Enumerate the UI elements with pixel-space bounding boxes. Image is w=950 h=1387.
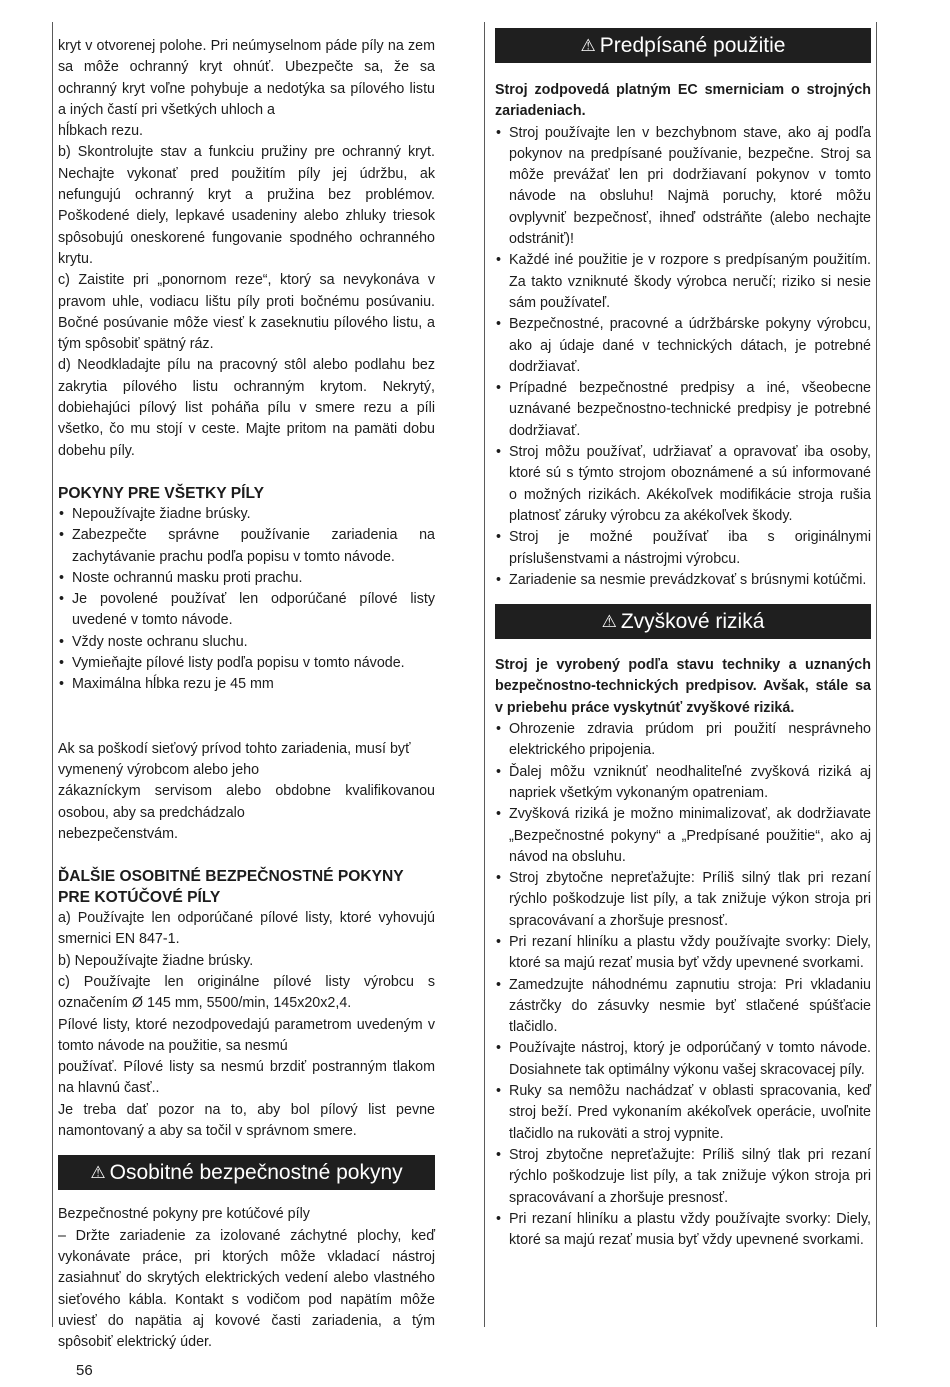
paragraph: – Držte zariadenie za izolované záchytné plochy, keď vykonávate práce, pri ktorých môže vkladací nástroj zasiahnuť do skrytých elektrických vedení alebo vlastného sieťového kábla. Kontakt s vodičom pod napätím môže uviesť do napätia aj kovové časti zariadenia, a tým spôsobiť elektrický úder.	[58, 1227, 435, 1351]
paragraph: c) Zaistite pri „ponornom reze“, ktorý sa nevykonáva v pravom uhle, vodiacu lištu píly proti bočnému posúvaniu. Bočné posúvanie môže viesť k zaseknutiu pílového listu, a tým spôsobiť spätný ráz.	[58, 272, 435, 353]
paragraph: b) Nepoužívajte žiadne brúsky.	[58, 952, 254, 969]
left-column	[58, 36, 435, 1353]
list-item: • Stroj môžu používať, udržiavať a opravovať iba osoby, ktoré sú s týmto strojom oboznámené a sú informované o možných rizikách. Akékoľvek modifikácie stroja rušia platnosť záruky výrobcu za akékoľvek škody.	[495, 442, 871, 527]
list-item: • Pri rezaní hliníku a plastu vždy používajte svorky: Diely, ktoré sa majú rezať musia byť vždy upevnené svorkami.	[495, 932, 871, 975]
paragraph: Pílové listy, ktoré nezodpovedajú parametrom uvedeným v tomto návode na použitie, sa nesmú	[58, 1016, 435, 1054]
lead-paragraph: Stroj je vyrobený podľa stavu techniky a uznaných bezpečnostno-technických predpisov. Avšak, stále sa v priebehu práce vyskytnúť zvyškové riziká.	[495, 657, 871, 716]
list-item: • Nepoužívajte žiadne brúsky.	[58, 504, 435, 525]
section-banner	[495, 604, 871, 639]
list-item: • Stroj zbytočne nepreťažujte: Príliš silný tlak pri rezaní rýchlo poškodzuje list píly, a tak znižuje výkon stroja pri spracovávaní a zhoršuje presnosť.	[495, 1145, 871, 1209]
list-item: • Vymieňajte pílové listy podľa popisu v tomto návode.	[58, 653, 435, 674]
paragraph: Bezpečnostné pokyny pre kotúčové píly	[58, 1206, 310, 1223]
list-item: • Zabezpečte správne používanie zariadenia na zachytávanie prachu podľa popisu v tomto návode.	[58, 525, 435, 568]
list-item: • Každé iné použitie je v rozpore s predpísaným použitím. Za takto vzniknuté škody výrobca neručí; riziko si nesie sám používateľ.	[495, 250, 871, 314]
warning-icon: ⚠	[580, 36, 596, 55]
list-item: • Ohrozenie zdravia prúdom pri použití nesprávneho elektrického pripojenia.	[495, 719, 871, 762]
page-number: 56	[76, 1362, 93, 1379]
list-item: • Vždy noste ochranu sluchu.	[58, 632, 435, 653]
paragraph: Je treba dať pozor na to, aby bol pílový list pevne namontovaný a aby sa točil v správnom smere.	[58, 1101, 435, 1140]
paragraph: c) Používajte len originálne pílové listy výrobcu s označením Ø 145 mm, 5500/min, 145x20x2,4.	[58, 973, 435, 1012]
list-item: • Stroj zbytočne nepreťažujte: Príliš silný tlak pri rezaní rýchlo poškodzuje list píly, a tak znižuje výkon stroja pri spracovávaní a zhoršuje presnosť.	[495, 868, 871, 932]
list-item: • Stroj používajte len v bezchybnom stave, ako aj podľa pokynov na predpísané používanie, bezpečne. Stroj sa môže prevážať len pri dodržiavaní pokynov v tomto návode na obsluhu! Najmä poruchy, ktoré môžu ovplyvniť bezpečnosť, ihneď odstráňte (alebo nechajte odstrániť)!	[495, 123, 871, 251]
paragraph: a) Používajte len odporúčané pílové listy, ktoré vyhovujú smernici EN 847-1.	[58, 910, 435, 948]
banner-title: Zvyškové riziká	[620, 610, 765, 634]
list-item: • Je povolené používať len odporúčané pílové listy uvedené v tomto návode.	[58, 589, 435, 632]
warning-icon: ⚠	[90, 1163, 106, 1183]
list-item: • Maximálna hĺbka rezu je 45 mm	[58, 674, 435, 695]
list-item: • Zamedzujte náhodnému zapnutiu stroja: Pri vkladaniu zástrčky do zásuvky nesmie byť stlačené spúšťacie tlačidlo.	[495, 975, 871, 1039]
list-item: • Noste ochrannú masku proti prachu.	[58, 568, 435, 589]
center-divider-rule	[484, 22, 485, 1327]
list-item: • Bezpečnostné, pracovné a údržbárske pokyny výrobcu, ako aj údaje dané v technických dátach, je potrebné dodržiavať.	[495, 314, 871, 378]
paragraph: b) Skontrolujte stav a funkciu pružiny pre ochranný kryt. Nechajte vykonať pred použitím píly jej údržbu, ak nefungujú ochranný kryt a pružina bez problémov. Poškodené diely, lepkavé usadeniny alebo zhluky triesok spôsobujú oneskorené fungovanie spodného ochranného krytu.	[58, 144, 435, 267]
list-item: • Pri rezaní hliníku a plastu vždy používajte svorky: Diely, ktoré sa majú rezať musia byť vždy upevnené svorkami.	[495, 1209, 871, 1252]
list-item: • Stroj je možné používať iba s originálnymi príslušenstvami a nástrojmi výrobcu.	[495, 527, 871, 570]
banner-title: Predpísané použitie	[599, 34, 786, 57]
left-margin-rule	[52, 22, 53, 1327]
banner-title: Osobitné bezpečnostné pokyny	[109, 1161, 403, 1185]
list-item: • Prípadné bezpečnostné predpisy a iné, všeobecne uznávané bezpečnostno-technické predpisy je potrebné dodržiavať.	[495, 378, 871, 442]
section-heading: ĎALŠIE OSOBITNÉ BEZPEČNOSTNÉ POKYNY PRE KOTÚČOVÉ PÍLY	[58, 868, 404, 907]
section-heading: POKYNY PRE VŠETKY PÍLY	[58, 484, 264, 502]
paragraph: nebezpečenstvám.	[58, 825, 179, 842]
paragraph: používať. Pílové listy sa nesmú brzdiť postranným tlakom na hlavnú časť..	[58, 1059, 435, 1097]
bullet-list	[58, 504, 435, 696]
right-margin-rule	[876, 22, 877, 1327]
right-column	[495, 28, 871, 1251]
bullet-list	[495, 123, 871, 592]
paragraph: Ak sa poškodí sieťový prívod tohto zariadenia, musí byť vymenený výrobcom alebo jeho	[58, 740, 411, 778]
list-item: • Ďalej môžu vzniknúť neodhaliteľné zvyšková riziká aj napriek všetkým vykonaným opatreniam.	[495, 762, 871, 805]
section-banner	[495, 28, 871, 63]
section-banner	[58, 1155, 435, 1190]
warning-icon: ⚠	[601, 612, 617, 632]
list-item: • Používajte nástroj, ktorý je odporúčaný v tomto návode. Dosiahnete tak optimálny výkonu vašej skracovacej píly.	[495, 1038, 871, 1081]
bullet-list	[495, 719, 871, 1251]
paragraph: zákazníckym servisom alebo obdobne kvalifikovanou osobou, aby sa predchádzalo	[58, 783, 435, 821]
list-item: • Ruky sa nemôžu nachádzať v oblasti spracovania, keď stroj beží. Pred vykonaním akékoľvek operácie, uvoľnite tlačidlo na rukoväti a stroj vypnite.	[495, 1081, 871, 1145]
paragraph: d) Neodkladajte pílu na pracovný stôl alebo podlahu bez zakrytia pílového listu ochranným krytom. Nekrytý, dobiehajúci pílový list poháňa pílu v smere rezu a píli všetko, čo mu stojí v ceste. Majte pritom na pamäti dobu dobehu píly.	[58, 357, 435, 459]
paragraph: kryt v otvorenej polohe. Pri neúmyselnom páde píly na zem sa môže ochranný kryt ohnúť. Ubezpečte sa, že sa ochranný kryt voľne pohybuje a nedotýka sa pílového listu a iných častí pri všetkých uhloch a	[58, 38, 435, 118]
list-item: • Zariadenie sa nesmie prevádzkovať s brúsnymi kotúčmi.	[495, 570, 871, 591]
paragraph: hĺbkach rezu.	[58, 123, 144, 140]
list-item: • Zvyšková riziká je možno minimalizovať, ak dodržiavate „Bezpečnostné pokyny“ a „Predpísané použitie“, ako aj návod na obsluhu.	[495, 804, 871, 868]
lead-paragraph: Stroj zodpovedá platným EC smerniciam o strojných zariadeniach.	[495, 82, 871, 120]
